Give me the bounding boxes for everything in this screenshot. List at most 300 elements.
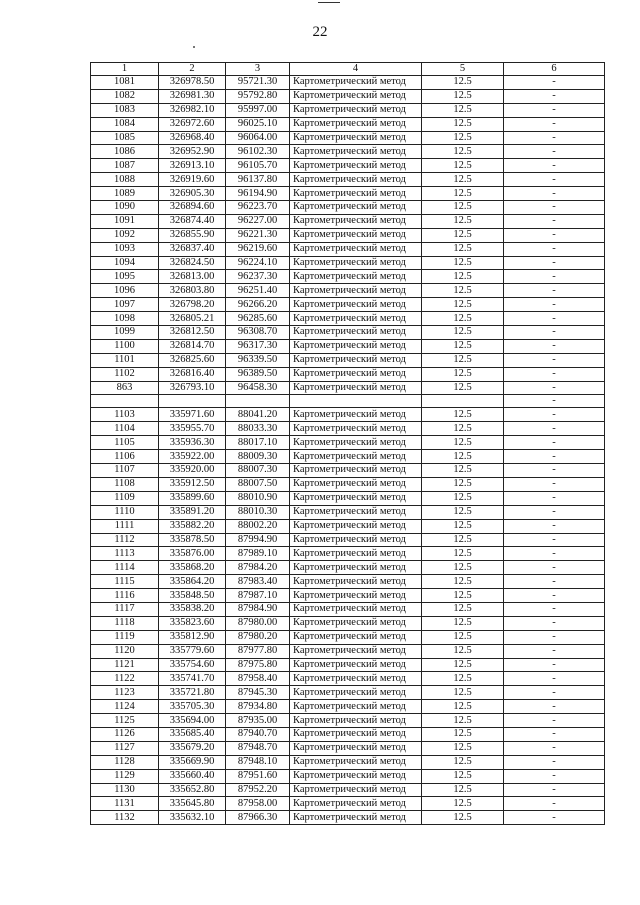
cell-note: - bbox=[504, 700, 605, 714]
cell-note: - bbox=[504, 727, 605, 741]
table-row bbox=[91, 159, 605, 173]
table-row bbox=[91, 686, 605, 700]
cell-method: Картометрический метод bbox=[290, 589, 422, 603]
cell-note: - bbox=[504, 811, 605, 825]
cell-method: Картометрический метод bbox=[290, 630, 422, 644]
cell-y-coordinate: 96137.80 bbox=[226, 173, 290, 187]
cell-point-number: 1124 bbox=[91, 700, 159, 714]
cell-method: Картометрический метод bbox=[290, 519, 422, 533]
cell-note: - bbox=[504, 284, 605, 298]
table-row bbox=[91, 353, 605, 367]
table-row bbox=[91, 103, 605, 117]
table-row bbox=[91, 547, 605, 561]
table-row bbox=[91, 408, 605, 422]
table-row bbox=[91, 284, 605, 298]
table-row bbox=[91, 741, 605, 755]
cell-accuracy: 12.5 bbox=[422, 89, 504, 103]
cell-accuracy: 12.5 bbox=[422, 298, 504, 312]
cell-accuracy: 12.5 bbox=[422, 339, 504, 353]
cell-accuracy: 12.5 bbox=[422, 201, 504, 215]
cell-y-coordinate: 96219.60 bbox=[226, 242, 290, 256]
cell-method: Картометрический метод bbox=[290, 741, 422, 755]
cell-accuracy: 12.5 bbox=[422, 714, 504, 728]
cell-method: Картометрический метод bbox=[290, 145, 422, 159]
table-row bbox=[91, 422, 605, 436]
cell-accuracy: 12.5 bbox=[422, 533, 504, 547]
table-row bbox=[91, 658, 605, 672]
cell-y-coordinate: 96317.30 bbox=[226, 339, 290, 353]
cell-accuracy: 12.5 bbox=[422, 491, 504, 505]
cell-note: - bbox=[504, 270, 605, 284]
cell-note: - bbox=[504, 797, 605, 811]
cell-x-coordinate bbox=[159, 395, 226, 408]
cell-method: Картометрический метод bbox=[290, 616, 422, 630]
cell-point-number: 1092 bbox=[91, 228, 159, 242]
cell-note: - bbox=[504, 339, 605, 353]
cell-y-coordinate: 96389.50 bbox=[226, 367, 290, 381]
cell-x-coordinate: 326803.80 bbox=[159, 284, 226, 298]
cell-point-number: 1126 bbox=[91, 727, 159, 741]
cell-y-coordinate: 87958.00 bbox=[226, 797, 290, 811]
cell-x-coordinate: 326968.40 bbox=[159, 131, 226, 145]
cell-note: - bbox=[504, 242, 605, 256]
cell-accuracy: 12.5 bbox=[422, 173, 504, 187]
table-row bbox=[91, 76, 605, 90]
cell-accuracy: 12.5 bbox=[422, 76, 504, 90]
cell-method: Картометрический метод bbox=[290, 797, 422, 811]
cell-method: Картометрический метод bbox=[290, 533, 422, 547]
cell-point-number: 1128 bbox=[91, 755, 159, 769]
cell-y-coordinate: 88002.20 bbox=[226, 519, 290, 533]
cell-method: Картометрический метод bbox=[290, 131, 422, 145]
cell-x-coordinate: 326824.50 bbox=[159, 256, 226, 270]
cell-y-coordinate: 96064.00 bbox=[226, 131, 290, 145]
cell-point-number: 1101 bbox=[91, 353, 159, 367]
cell-method: Картометрический метод bbox=[290, 755, 422, 769]
cell-note: - bbox=[504, 630, 605, 644]
cell-y-coordinate: 96221.30 bbox=[226, 228, 290, 242]
cell-x-coordinate: 335971.60 bbox=[159, 408, 226, 422]
header-col-1: 1 bbox=[91, 63, 159, 76]
cell-x-coordinate: 335936.30 bbox=[159, 436, 226, 450]
cell-x-coordinate: 326913.10 bbox=[159, 159, 226, 173]
cell-accuracy: 12.5 bbox=[422, 477, 504, 491]
cell-x-coordinate: 326894.60 bbox=[159, 201, 226, 215]
cell-x-coordinate: 326978.50 bbox=[159, 76, 226, 90]
cell-method: Картометрический метод bbox=[290, 686, 422, 700]
cell-method: Картометрический метод bbox=[290, 672, 422, 686]
cell-note: - bbox=[504, 214, 605, 228]
cell-accuracy: 12.5 bbox=[422, 464, 504, 478]
table-row bbox=[91, 117, 605, 131]
cell-note: - bbox=[504, 131, 605, 145]
cell-x-coordinate: 326982.10 bbox=[159, 103, 226, 117]
cell-method: Картометрический метод bbox=[290, 298, 422, 312]
cell-method: Картометрический метод bbox=[290, 201, 422, 215]
cell-note: - bbox=[504, 422, 605, 436]
cell-y-coordinate: 95792.80 bbox=[226, 89, 290, 103]
cell-note: - bbox=[504, 298, 605, 312]
cell-x-coordinate: 335652.80 bbox=[159, 783, 226, 797]
cell-point-number: 1093 bbox=[91, 242, 159, 256]
cell-point-number: 1108 bbox=[91, 477, 159, 491]
header-row bbox=[91, 63, 605, 76]
cell-y-coordinate: 96025.10 bbox=[226, 117, 290, 131]
cell-y-coordinate: 96102.30 bbox=[226, 145, 290, 159]
cell-y-coordinate: 96251.40 bbox=[226, 284, 290, 298]
cell-y-coordinate: 87935.00 bbox=[226, 714, 290, 728]
cell-accuracy: 12.5 bbox=[422, 811, 504, 825]
table-row bbox=[91, 755, 605, 769]
cell-method: Картометрический метод bbox=[290, 505, 422, 519]
cell-y-coordinate: 88007.30 bbox=[226, 464, 290, 478]
cell-method: Картометрический метод bbox=[290, 561, 422, 575]
cell-accuracy: 12.5 bbox=[422, 131, 504, 145]
cell-method: Картометрический метод bbox=[290, 228, 422, 242]
cell-note: - bbox=[504, 602, 605, 616]
cell-y-coordinate: 88041.20 bbox=[226, 408, 290, 422]
cell-accuracy: 12.5 bbox=[422, 242, 504, 256]
cell-y-coordinate: 96285.60 bbox=[226, 312, 290, 326]
cell-point-number: 1120 bbox=[91, 644, 159, 658]
cell-accuracy: 12.5 bbox=[422, 575, 504, 589]
cell-note: - bbox=[504, 381, 605, 395]
cell-point-number: 1123 bbox=[91, 686, 159, 700]
cell-point-number: 1103 bbox=[91, 408, 159, 422]
cell-x-coordinate: 335838.20 bbox=[159, 602, 226, 616]
cell-point-number: 1082 bbox=[91, 89, 159, 103]
cell-note: - bbox=[504, 117, 605, 131]
cell-y-coordinate: 96339.50 bbox=[226, 353, 290, 367]
cell-accuracy: 12.5 bbox=[422, 117, 504, 131]
table-row bbox=[91, 561, 605, 575]
cell-x-coordinate: 335955.70 bbox=[159, 422, 226, 436]
cell-note: - bbox=[504, 436, 605, 450]
cell-method: Картометрический метод bbox=[290, 173, 422, 187]
cell-note: - bbox=[504, 519, 605, 533]
cell-accuracy: 12.5 bbox=[422, 783, 504, 797]
cell-y-coordinate: 87987.10 bbox=[226, 589, 290, 603]
cell-x-coordinate: 335891.20 bbox=[159, 505, 226, 519]
cell-point-number: 1129 bbox=[91, 769, 159, 783]
cell-point-number: 1109 bbox=[91, 491, 159, 505]
cell-y-coordinate: 96227.00 bbox=[226, 214, 290, 228]
cell-x-coordinate: 335864.20 bbox=[159, 575, 226, 589]
cell-point-number: 1119 bbox=[91, 630, 159, 644]
cell-method: Картометрический метод bbox=[290, 367, 422, 381]
cell-note: - bbox=[504, 187, 605, 201]
cell-note: - bbox=[504, 533, 605, 547]
cell-point-number: 1106 bbox=[91, 450, 159, 464]
cell-point-number: 1105 bbox=[91, 436, 159, 450]
cell-accuracy: 12.5 bbox=[422, 602, 504, 616]
cell-method: Картометрический метод bbox=[290, 727, 422, 741]
cell-y-coordinate: 87984.20 bbox=[226, 561, 290, 575]
cell-x-coordinate: 326798.20 bbox=[159, 298, 226, 312]
cell-method: Картометрический метод bbox=[290, 381, 422, 395]
cell-x-coordinate: 326919.60 bbox=[159, 173, 226, 187]
cell-x-coordinate: 335876.00 bbox=[159, 547, 226, 561]
page-number: 22 bbox=[312, 24, 328, 40]
table-row bbox=[91, 298, 605, 312]
cell-note: - bbox=[504, 575, 605, 589]
cell-accuracy: 12.5 bbox=[422, 519, 504, 533]
cell-y-coordinate: 87945.30 bbox=[226, 686, 290, 700]
table-row bbox=[91, 533, 605, 547]
cell-accuracy: 12.5 bbox=[422, 630, 504, 644]
cell-x-coordinate: 326812.50 bbox=[159, 326, 226, 340]
header-col-4: 4 bbox=[290, 63, 422, 76]
cell-note: - bbox=[504, 616, 605, 630]
cell-point-number: 1090 bbox=[91, 201, 159, 215]
scan-speck bbox=[193, 46, 195, 48]
top-edge-mark bbox=[318, 2, 340, 3]
cell-x-coordinate: 335812.90 bbox=[159, 630, 226, 644]
cell-y-coordinate: 87994.90 bbox=[226, 533, 290, 547]
cell-accuracy: 12.5 bbox=[422, 367, 504, 381]
table-row bbox=[91, 256, 605, 270]
cell-accuracy: 12.5 bbox=[422, 270, 504, 284]
cell-x-coordinate: 335679.20 bbox=[159, 741, 226, 755]
cell-point-number: 1122 bbox=[91, 672, 159, 686]
cell-method: Картометрический метод bbox=[290, 187, 422, 201]
cell-accuracy: 12.5 bbox=[422, 741, 504, 755]
cell-accuracy: 12.5 bbox=[422, 727, 504, 741]
cell-y-coordinate: 88007.50 bbox=[226, 477, 290, 491]
cell-note: - bbox=[504, 395, 605, 408]
cell-point-number: 1099 bbox=[91, 326, 159, 340]
cell-method: Картометрический метод bbox=[290, 159, 422, 173]
cell-note: - bbox=[504, 201, 605, 215]
cell-method: Картометрический метод bbox=[290, 464, 422, 478]
cell-y-coordinate: 88033.30 bbox=[226, 422, 290, 436]
cell-accuracy: 12.5 bbox=[422, 145, 504, 159]
cell-y-coordinate: 96458.30 bbox=[226, 381, 290, 395]
cell-point-number: 1085 bbox=[91, 131, 159, 145]
table-row bbox=[91, 228, 605, 242]
cell-point-number: 1098 bbox=[91, 312, 159, 326]
cell-method: Картометрический метод bbox=[290, 811, 422, 825]
table-row bbox=[91, 672, 605, 686]
cell-point-number: 1094 bbox=[91, 256, 159, 270]
cell-y-coordinate: 88009.30 bbox=[226, 450, 290, 464]
cell-note: - bbox=[504, 159, 605, 173]
table-row bbox=[91, 491, 605, 505]
table-row bbox=[91, 339, 605, 353]
table-row bbox=[91, 187, 605, 201]
cell-point-number: 1102 bbox=[91, 367, 159, 381]
cell-note: - bbox=[504, 256, 605, 270]
cell-x-coordinate: 335645.80 bbox=[159, 797, 226, 811]
header-col-2: 2 bbox=[159, 63, 226, 76]
cell-x-coordinate: 326837.40 bbox=[159, 242, 226, 256]
cell-accuracy: 12.5 bbox=[422, 547, 504, 561]
cell-accuracy: 12.5 bbox=[422, 408, 504, 422]
table-row bbox=[91, 326, 605, 340]
table-row bbox=[91, 644, 605, 658]
cell-method: Картометрический метод bbox=[290, 658, 422, 672]
cell-method: Картометрический метод bbox=[290, 714, 422, 728]
cell-method: Картометрический метод bbox=[290, 339, 422, 353]
cell-note: - bbox=[504, 353, 605, 367]
cell-accuracy: 12.5 bbox=[422, 214, 504, 228]
cell-x-coordinate: 326805.21 bbox=[159, 312, 226, 326]
table-row bbox=[91, 312, 605, 326]
cell-note: - bbox=[504, 326, 605, 340]
cell-accuracy: 12.5 bbox=[422, 700, 504, 714]
cell-note: - bbox=[504, 561, 605, 575]
cell-x-coordinate: 326905.30 bbox=[159, 187, 226, 201]
cell-accuracy: 12.5 bbox=[422, 755, 504, 769]
cell-point-number: 1114 bbox=[91, 561, 159, 575]
cell-note: - bbox=[504, 769, 605, 783]
cell-accuracy: 12.5 bbox=[422, 353, 504, 367]
cell-point-number: 1104 bbox=[91, 422, 159, 436]
cell-y-coordinate: 87948.70 bbox=[226, 741, 290, 755]
cell-note: - bbox=[504, 547, 605, 561]
cell-note: - bbox=[504, 658, 605, 672]
cell-x-coordinate: 326814.70 bbox=[159, 339, 226, 353]
cell-point-number: 863 bbox=[91, 381, 159, 395]
cell-y-coordinate: 87989.10 bbox=[226, 547, 290, 561]
cell-accuracy: 12.5 bbox=[422, 284, 504, 298]
cell-point-number: 1130 bbox=[91, 783, 159, 797]
cell-note: - bbox=[504, 367, 605, 381]
table-row bbox=[91, 395, 605, 408]
cell-y-coordinate: 87980.00 bbox=[226, 616, 290, 630]
cell-note: - bbox=[504, 714, 605, 728]
cell-method: Картометрический метод bbox=[290, 326, 422, 340]
cell-note: - bbox=[504, 450, 605, 464]
cell-point-number: 1132 bbox=[91, 811, 159, 825]
cell-x-coordinate: 335632.10 bbox=[159, 811, 226, 825]
table-row bbox=[91, 367, 605, 381]
cell-y-coordinate: 87952.20 bbox=[226, 783, 290, 797]
cell-accuracy: 12.5 bbox=[422, 644, 504, 658]
cell-method: Картометрический метод bbox=[290, 408, 422, 422]
cell-method: Картометрический метод bbox=[290, 103, 422, 117]
cell-x-coordinate: 335823.60 bbox=[159, 616, 226, 630]
cell-x-coordinate: 335779.60 bbox=[159, 644, 226, 658]
cell-accuracy: 12.5 bbox=[422, 422, 504, 436]
table-row bbox=[91, 214, 605, 228]
table-row bbox=[91, 519, 605, 533]
cell-x-coordinate: 326972.60 bbox=[159, 117, 226, 131]
cell-method: Картометрический метод bbox=[290, 450, 422, 464]
cell-method: Картометрический метод bbox=[290, 89, 422, 103]
cell-accuracy bbox=[422, 395, 504, 408]
cell-point-number: 1121 bbox=[91, 658, 159, 672]
cell-note: - bbox=[504, 228, 605, 242]
cell-method: Картометрический метод bbox=[290, 117, 422, 131]
cell-x-coordinate: 335899.60 bbox=[159, 491, 226, 505]
cell-x-coordinate: 335741.70 bbox=[159, 672, 226, 686]
cell-point-number: 1100 bbox=[91, 339, 159, 353]
cell-method: Картометрический метод bbox=[290, 214, 422, 228]
cell-method: Картометрический метод bbox=[290, 256, 422, 270]
cell-note: - bbox=[504, 644, 605, 658]
cell-note: - bbox=[504, 477, 605, 491]
cell-point-number bbox=[91, 395, 159, 408]
cell-x-coordinate: 335868.20 bbox=[159, 561, 226, 575]
cell-note: - bbox=[504, 312, 605, 326]
table-row bbox=[91, 450, 605, 464]
table-row bbox=[91, 783, 605, 797]
cell-method: Картометрический метод bbox=[290, 575, 422, 589]
header-col-3: 3 bbox=[226, 63, 290, 76]
cell-point-number: 1112 bbox=[91, 533, 159, 547]
table-row bbox=[91, 700, 605, 714]
cell-method: Картометрический метод bbox=[290, 242, 422, 256]
table-row bbox=[91, 173, 605, 187]
header-col-5: 5 bbox=[422, 63, 504, 76]
cell-accuracy: 12.5 bbox=[422, 672, 504, 686]
cell-note: - bbox=[504, 755, 605, 769]
coordinates-table bbox=[90, 62, 605, 825]
cell-note: - bbox=[504, 408, 605, 422]
cell-x-coordinate: 326793.10 bbox=[159, 381, 226, 395]
cell-method: Картометрический метод bbox=[290, 312, 422, 326]
cell-method: Картометрический метод bbox=[290, 270, 422, 284]
cell-note: - bbox=[504, 145, 605, 159]
cell-method: Картометрический метод bbox=[290, 491, 422, 505]
cell-accuracy: 12.5 bbox=[422, 658, 504, 672]
cell-accuracy: 12.5 bbox=[422, 450, 504, 464]
table-row bbox=[91, 270, 605, 284]
cell-y-coordinate: 96266.20 bbox=[226, 298, 290, 312]
cell-accuracy: 12.5 bbox=[422, 589, 504, 603]
cell-note: - bbox=[504, 103, 605, 117]
cell-y-coordinate: 87934.80 bbox=[226, 700, 290, 714]
table-row bbox=[91, 89, 605, 103]
cell-note: - bbox=[504, 589, 605, 603]
cell-x-coordinate: 335922.00 bbox=[159, 450, 226, 464]
cell-note: - bbox=[504, 783, 605, 797]
cell-accuracy: 12.5 bbox=[422, 326, 504, 340]
cell-x-coordinate: 335920.00 bbox=[159, 464, 226, 478]
cell-x-coordinate: 335912.50 bbox=[159, 477, 226, 491]
table-row bbox=[91, 201, 605, 215]
cell-x-coordinate: 326952.90 bbox=[159, 145, 226, 159]
cell-x-coordinate: 326816.40 bbox=[159, 367, 226, 381]
cell-y-coordinate: 88010.30 bbox=[226, 505, 290, 519]
cell-x-coordinate: 326874.40 bbox=[159, 214, 226, 228]
cell-point-number: 1096 bbox=[91, 284, 159, 298]
table-header bbox=[91, 63, 605, 76]
cell-y-coordinate bbox=[226, 395, 290, 408]
cell-point-number: 1091 bbox=[91, 214, 159, 228]
cell-x-coordinate: 326981.30 bbox=[159, 89, 226, 103]
cell-x-coordinate: 335882.20 bbox=[159, 519, 226, 533]
cell-point-number: 1095 bbox=[91, 270, 159, 284]
table-row bbox=[91, 464, 605, 478]
cell-y-coordinate: 87984.90 bbox=[226, 602, 290, 616]
cell-accuracy: 12.5 bbox=[422, 505, 504, 519]
table-row bbox=[91, 381, 605, 395]
cell-method: Картометрический метод bbox=[290, 602, 422, 616]
cell-x-coordinate: 335848.50 bbox=[159, 589, 226, 603]
cell-point-number: 1089 bbox=[91, 187, 159, 201]
cell-accuracy: 12.5 bbox=[422, 312, 504, 326]
cell-note: - bbox=[504, 76, 605, 90]
cell-point-number: 1083 bbox=[91, 103, 159, 117]
cell-method: Картометрический метод bbox=[290, 547, 422, 561]
cell-y-coordinate: 95721.30 bbox=[226, 76, 290, 90]
cell-x-coordinate: 335669.90 bbox=[159, 755, 226, 769]
cell-note: - bbox=[504, 464, 605, 478]
cell-point-number: 1107 bbox=[91, 464, 159, 478]
cell-note: - bbox=[504, 505, 605, 519]
